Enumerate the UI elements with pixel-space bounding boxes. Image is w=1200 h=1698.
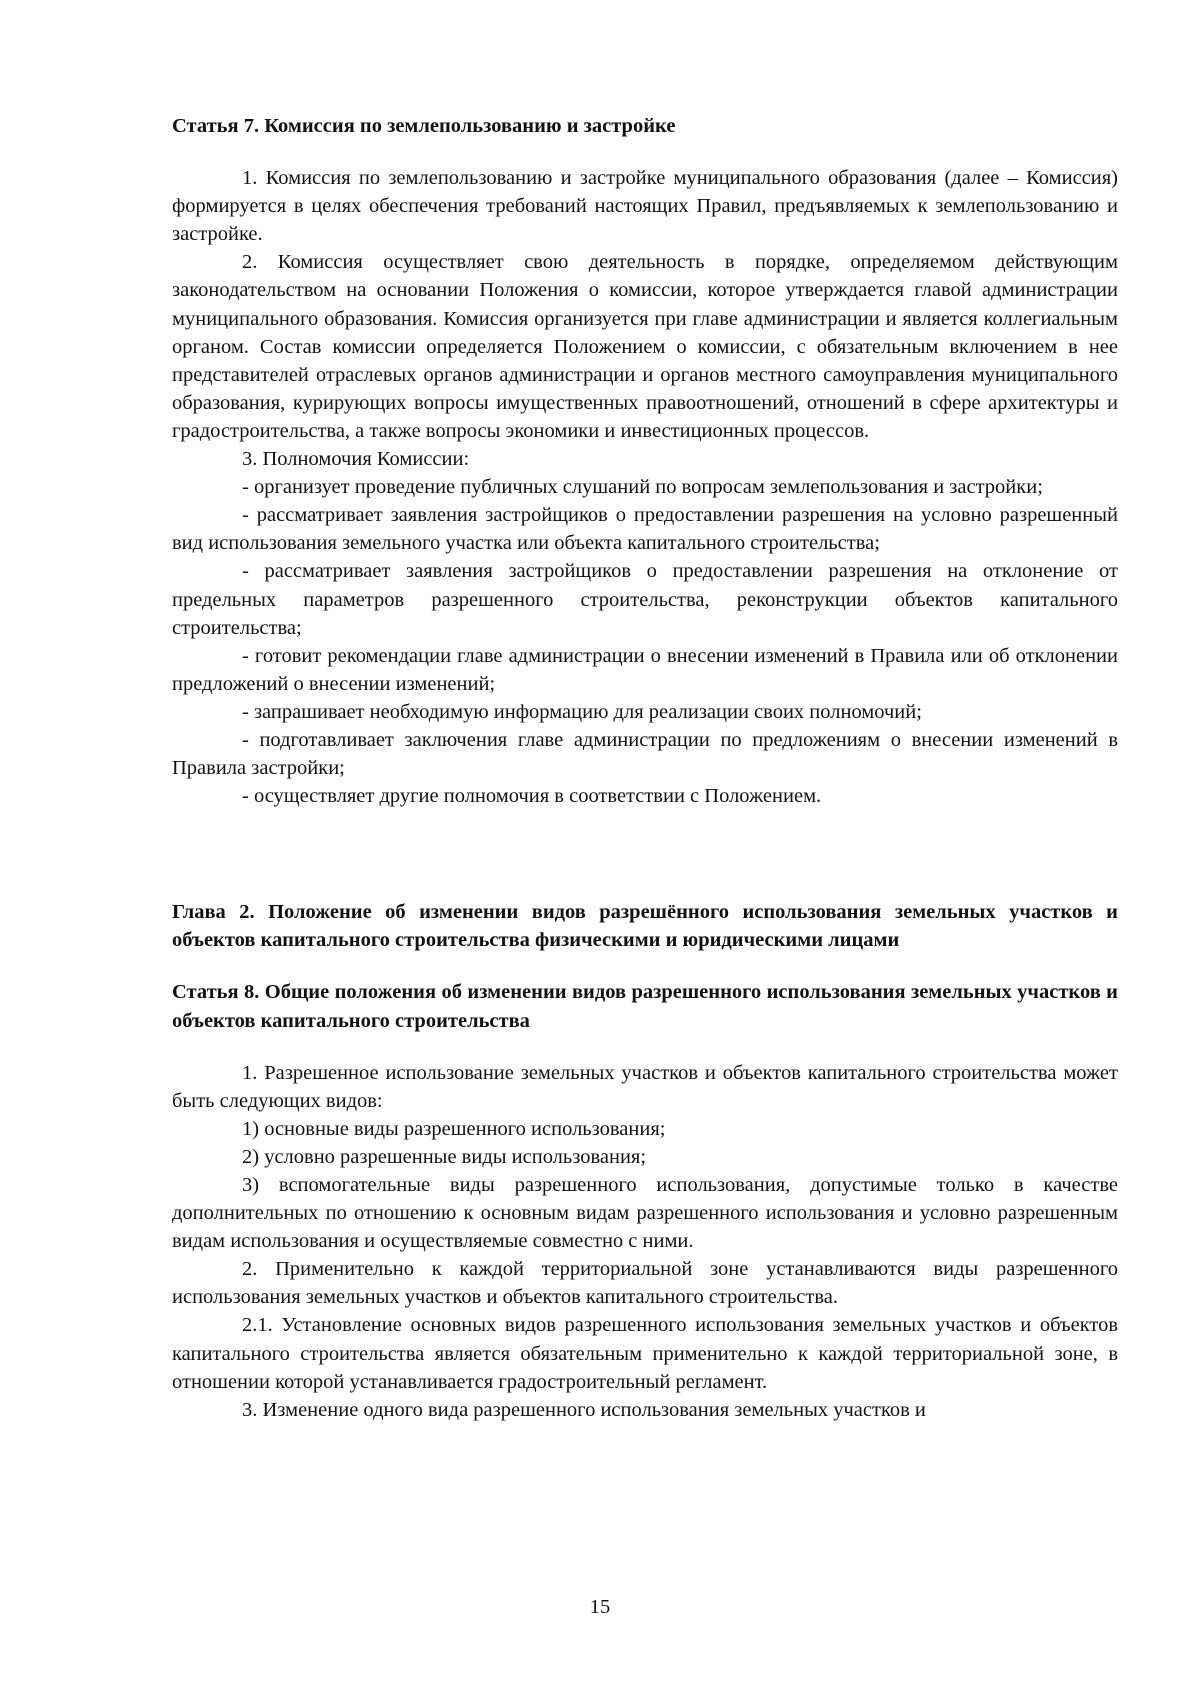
document-page — [172, 112, 1118, 1424]
article-8-paragraph: 2. Применительно к каждой территориальной зоне устанавливаются виды разрешенного использования земельных участков и объектов капитального строительства. — [172, 1258, 1118, 1309]
article-8-paragraph: 2.1. Установление основных видов разрешенного использования земельных участков и объектов капитального строительства является обязательным применительно к каждой территориальной зоне, в отношении которой устанавливается градостроительный регламент. — [172, 1314, 1118, 1393]
article-8-list-item: 2) условно разрешенные виды использования; — [242, 1145, 647, 1168]
article-7-list-item: - запрашивает необходимую информацию для реализации своих полномочий; — [242, 700, 922, 723]
article-8-paragraph: 1. Разрешенное использование земельных участков и объектов капитального строительства может быть следующих видов: — [172, 1061, 1118, 1112]
article-7-paragraph: 2. Комиссия осуществляет свою деятельность в порядке, определяемом действующим законодательством на основании Положения о комиссии, которое утверждается главой администрации муниципального образования. Комиссия организуется при главе администрации и является коллегиальным органом. Состав комиссии определяется Положением о комиссии, с обязательным включением в нее представителей отраслевых органов администрации и органов местного самоуправления муниципального образования, курирующих вопросы имущественных правоотношений, отношений в сфере архитектуры и градостроительства, а также вопросы экономики и инвестиционных процессов. — [172, 251, 1118, 442]
article-7-list-item: - готовит рекомендации главе администрации о внесении изменений в Правила или об отклонении предложений о внесении изменений; — [172, 644, 1118, 695]
article-8-list-item: 3) вспомогательные виды разрешенного использования, допустимые только в качестве дополнительных по отношению к основным видам разрешенного использования и условно разрешенным видам использования и осуществляемые совместно с ними. — [172, 1174, 1118, 1253]
page-number: 15 — [589, 1596, 611, 1618]
article-7-list-item: - осуществляет другие полномочия в соответствии с Положением. — [242, 785, 822, 808]
chapter-2-title: Глава 2. Положение об изменении видов разрешённого использования земельных участков и объектов капитального строительства физическими и юридическими лицами — [172, 901, 1118, 952]
article-7-list-item: - подготавливает заключения главе администрации по предложениям о внесении изменений в Правила застройки; — [172, 728, 1118, 780]
article-7-list-item: - рассматривает заявления застройщиков о предоставлении разрешения на отклонение от предельных параметров разрешенного строительства, реконструкции объектов капитального строительства; — [172, 560, 1118, 639]
article-8-paragraph: 3. Изменение одного вида разрешенного использования земельных участков и — [242, 1398, 926, 1421]
article-8-list-item: 1) основные виды разрешенного использования; — [242, 1117, 666, 1140]
article-7-paragraph: 3. Полномочия Комиссии: — [242, 448, 470, 471]
article-7-list-item: - организует проведение публичных слушаний по вопросам землепользования и застройки; — [242, 476, 1043, 499]
article-8-title: Статья 8. Общие положения об изменении видов разрешенного использования земельных участков и объектов капитального строительства — [172, 981, 1118, 1032]
article-7-paragraph: 1. Комиссия по землепользованию и застройке муниципального образования (далее – Комиссия) формируется в целях обеспечения требований настоящих Правил, предъявляемых к землепользованию и застройке. — [172, 167, 1118, 246]
article-7-title: Статья 7. Комиссия по землепользованию и застройке — [172, 115, 676, 137]
article-7-list-item: - рассматривает заявления застройщиков о предоставлении разрешения на условно разрешенный вид использования земельного участка или объекта капитального строительства; — [172, 504, 1118, 555]
